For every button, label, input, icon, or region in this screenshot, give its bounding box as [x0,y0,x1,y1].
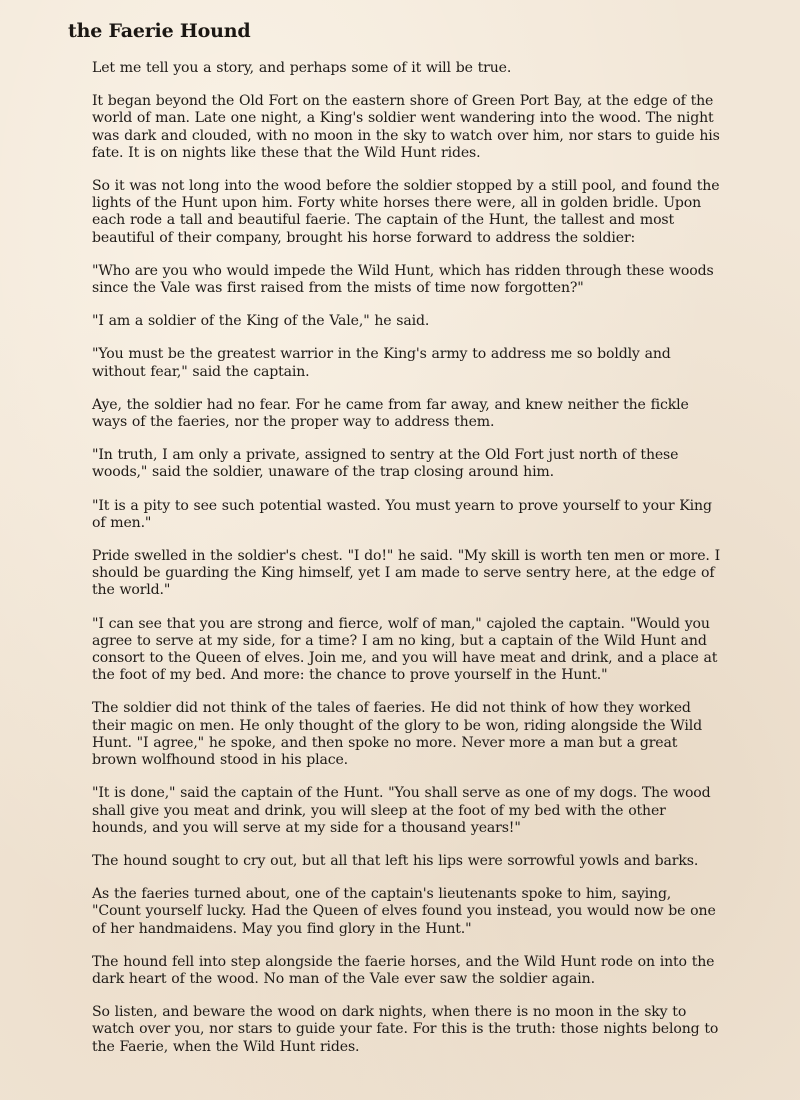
paragraph: As the faeries turned about, one of the captain's lieutenants spoke to him, saying, "Count yourself lucky. Had the Queen of elves found you instead, you would now be one of her handmaidens. May you find glory in the Hunt." [92,886,716,937]
paragraph: Aye, the soldier had no fear. For he came from far away, and knew neither the fickle ways of the faeries, nor the proper way to address them. [92,396,689,431]
story-body [92,60,720,1072]
paragraph: "In truth, I am only a private, assigned to sentry at the Old Fort just north of these woods," said the soldier, unaware of the trap closing around him. [92,447,679,481]
paragraph: "Who are you who would impede the Wild Hunt, which has ridden through these woods since the Vale was first raised from the mists of time now forgotten?" [92,262,714,297]
paragraph: "You must be the greatest warrior in the King's army to address me so boldly and without fear," said the captain. [92,346,671,380]
paragraph: "It is done," said the captain of the Hunt. "You shall serve as one of my dogs. The wood shall give you meat and drink, you will sleep at the foot of my bed with the other hounds, and you will serve at my side for a thousand years!" [92,785,711,836]
paragraph: Let me tell you a story, and perhaps some of it will be true. [92,60,512,76]
page-title: the Faerie Hound [68,20,251,42]
paragraph: "I am a soldier of the King of the Vale," he said. [92,313,430,330]
paragraph: The soldier did not think of the tales of faeries. He did not think of how they worked their magic on men. He only thought of the glory to be won, riding alongside the Wild Hunt. "I agree," he spoke, and then spoke no more. Never more a man but a great brown wolfhound stood in his place. [92,700,702,769]
paragraph: The hound sought to cry out, but all that left his lips were sorrowful yowls and barks. [92,852,699,869]
paragraph: So listen, and beware the wood on dark nights, when there is no moon in the sky to watch over you, nor stars to guide your fate. For this is the truth: those nights belong to the Faerie, when the Wild Hunt rides. [92,1004,719,1055]
paragraph: So it was not long into the wood before the soldier stopped by a still pool, and found the lights of the Hunt upon him. Forty white horses there were, all in golden bridle. Upon each rode a tall and beautiful faerie. The captain of the Hunt, the tallest and most beautiful of their company, brought his horse forward to address the soldier: [92,178,720,246]
paragraph: "I can see that you are strong and fierce, wolf of man," cajoled the captain. "Would you agree to serve at my side, for a time? I am no king, but a captain of the Wild Hunt and consort to the Queen of elves. Join me, and you will have meat and drink, and a place at the foot of my bed. And more: the chance to prove yourself in the Hunt." [92,615,718,684]
paragraph: Pride swelled in the soldier's chest. "I do!" he said. "My skill is worth ten men or more. I should be guarding the King himself, yet I am made to serve sentry here, at the edge of the world." [92,548,721,599]
paragraph: The hound fell into step alongside the faerie horses, and the Wild Hunt rode on into the dark heart of the wood. No man of the Vale ever saw the soldier again. [92,953,715,987]
paragraph: It began beyond the Old Fort on the eastern shore of Green Port Bay, at the edge of the world of man. Late one night, a King's soldier went wandering into the wood. The night was dark and clouded, with no moon in the sky to watch over him, nor stars to guide his fate. It is on nights like these that the Wild Hunt rides. [92,93,720,161]
paragraph: "It is a pity to see such potential wasted. You must yearn to prove yourself to your King of men." [92,497,712,531]
